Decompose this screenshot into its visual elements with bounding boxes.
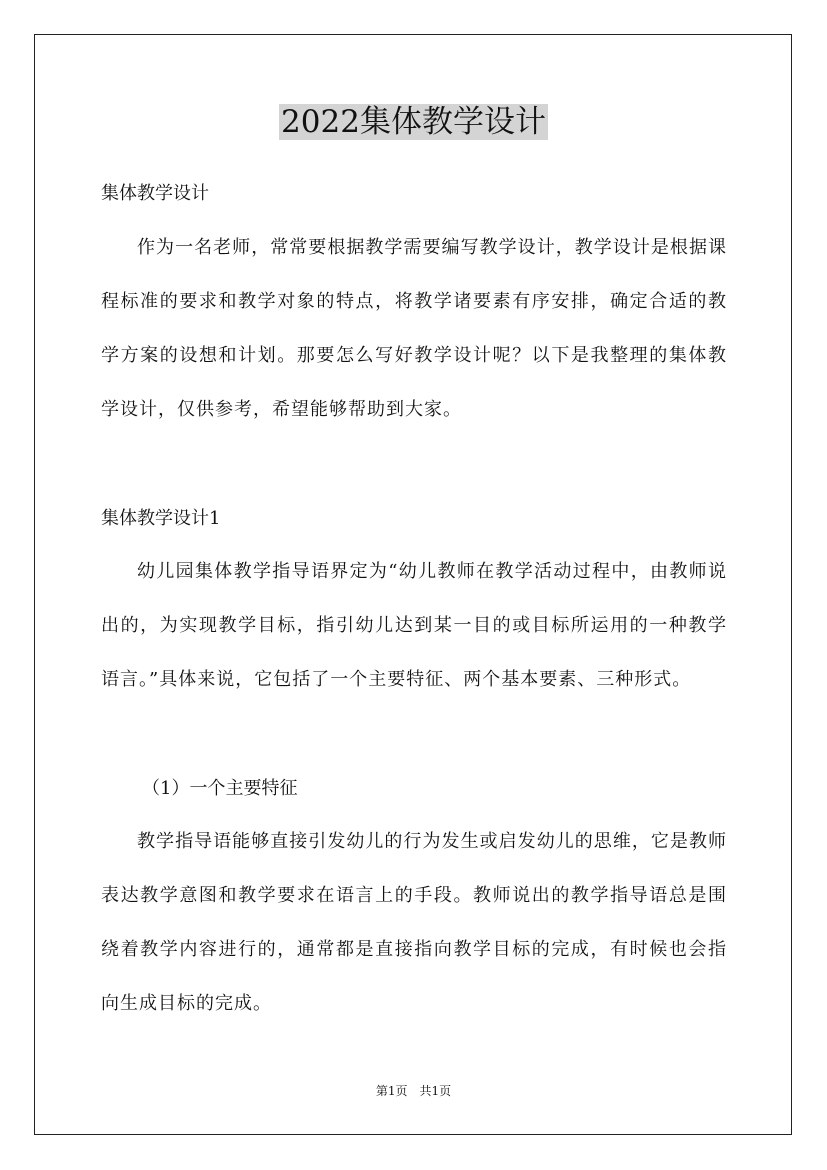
- section1-paragraph: 幼儿园集体教学指导语界定为“幼儿教师在教学活动过程中，由教师说出的，为实现教学目标，指引幼儿达到某一目的或目标所运用的一种教学语言。”具体来说，它包括了一个主要特征、两个基本要素、三种形式。: [101, 561, 727, 690]
- document-title-text: 2022集体教学设计: [281, 104, 546, 140]
- intro-heading: 集体教学设计: [101, 183, 209, 204]
- page-footer: 第1页 共1页: [375, 1084, 452, 1098]
- intro-paragraph: 作为一名老师，常常要根据教学需要编写教学设计，教学设计是根据课程标准的要求和教学对象的特点，将教学诸要素有序安排，确定合适的教学方案的设想和计划。那要怎么写好教学设计呢？以下是我整理的集体教学设计，仅供参考，希望能够帮助到大家。: [101, 237, 727, 420]
- section1-heading: 集体教学设计1: [101, 508, 221, 529]
- document-title: [0, 100, 827, 144]
- sub1-paragraph: 教学指导语能够直接引发幼儿的行为发生或启发幼儿的思维，它是教师表达教学意图和教学要求在语言上的手段。教师说出的教学指导语总是围绕着教学内容进行的，通常都是直接指向教学目标的完成，有时候也会指向生成目标的完成。: [101, 831, 727, 1014]
- sub1-heading: （1）一个主要特征: [142, 778, 298, 799]
